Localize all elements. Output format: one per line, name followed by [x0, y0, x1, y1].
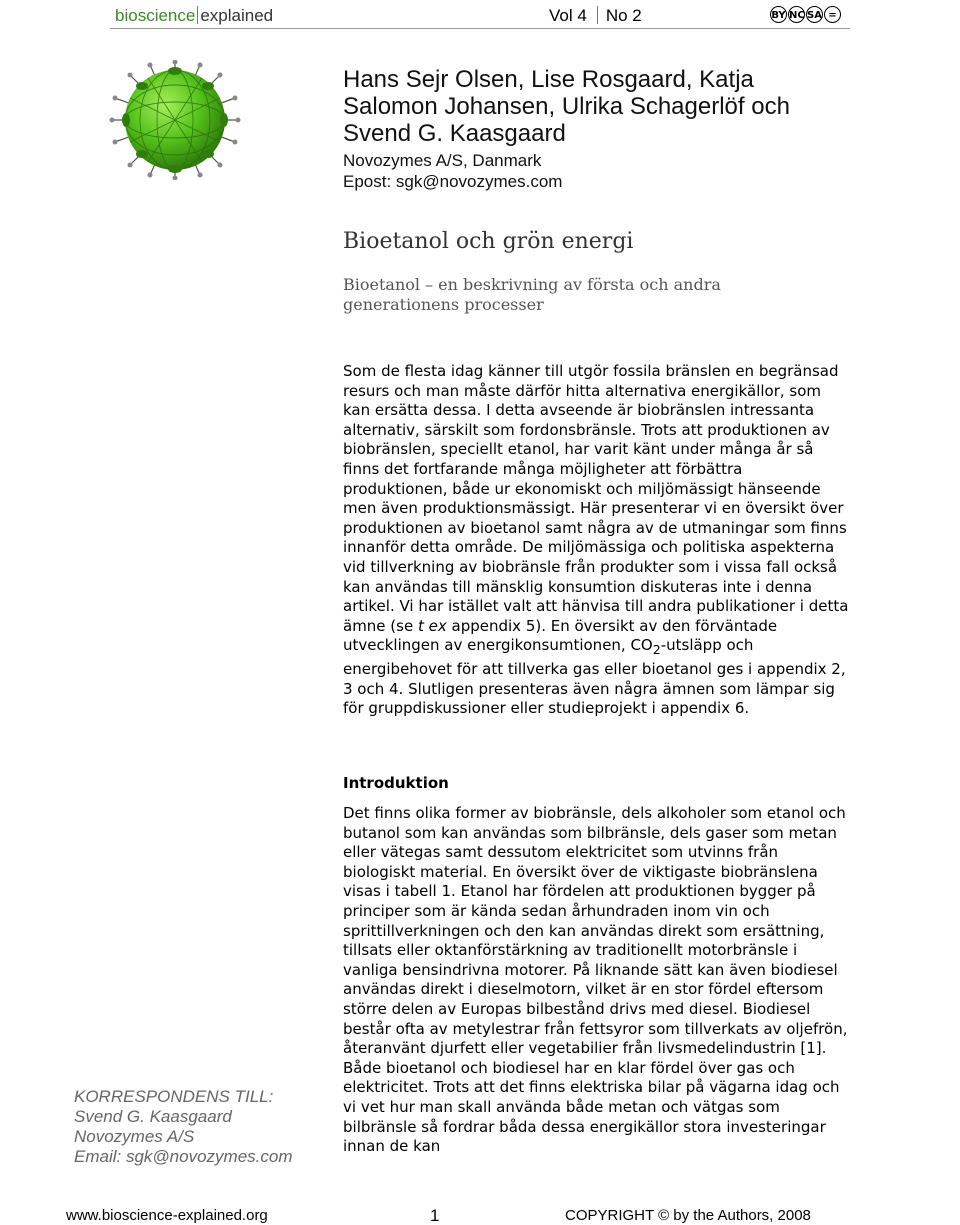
- brand-explained: explained: [200, 6, 274, 25]
- correspondence-label: KORRESPONDENS TILL:: [74, 1087, 274, 1106]
- issue-label: No 2: [605, 6, 642, 25]
- footer-copyright: COPYRIGHT © by the Authors, 2008: [565, 1207, 811, 1224]
- journal-brand[interactable]: [115, 6, 273, 26]
- abstract-part-2: appendix 5). En översikt av den förväntade utvecklingen av energikonsumtionen, CO: [343, 616, 778, 655]
- author-line-2: Salomon Johansen, Ulrika Schagerlöf och: [343, 93, 790, 120]
- author-email[interactable]: Epost: sgk@novozymes.com: [343, 172, 563, 191]
- introduction-paragraph: Det finns olika former av biobränsle, dels alkoholer som etanol och butanol som kan användas som bilbränsle, dels gaser som metan eller vätegas samt dessutom elektricitet som utvinns från biologiskt material. En översikt över de viktigaste biobränslena visas i tabell 1. Etanol har fördelen att produktionen bygger på principer som är kända sedan århundraden inom vin och sprittillverkningen och den kan användas direkt som ersättning, tillsats eller oktanförstärkning av traditionellt motorbränsle i vanliga bensindrivna motorer. På liknande sätt kan även biodiesel användas direkt i dieselmotorn, vilket är en stor fördel eftersom större delen av Europas bilbestånd drivs med diesel. Biodiesel består ofta av metylestrar från fettsyror som tillverkats av oljefrön, återanvänt djurfett eller vegetabilier från livsmedelindustrin [1]. Både bioetanol och biodiesel har en klar fördel över gas och elektricitet. Trots att det finns elektriska bilar på vägarna idag och vi vet hur man skall använda både metan och vätgas som bilbränsle så fordrar båda dessa energikällor stora investeringar innan de kan: [343, 804, 848, 1156]
- article-subtitle: Bioetanol – en beskrivning av första och andra generationens processer: [343, 275, 721, 314]
- virus-illustration-icon: [100, 60, 250, 180]
- abstract-paragraph: [343, 362, 851, 719]
- volume-number: [549, 6, 642, 26]
- page-number: 1: [430, 1206, 440, 1225]
- brand-science: science: [137, 6, 196, 25]
- correspondence-email[interactable]: Email: sgk@novozymes.com: [74, 1147, 293, 1166]
- journal-header: [110, 6, 845, 26]
- affiliation: Novozymes A/S, Danmark: [343, 151, 542, 170]
- section-heading-introduction: Introduktion: [343, 774, 449, 792]
- brand-bio: bio: [115, 6, 138, 25]
- volume-divider: [597, 6, 598, 24]
- abstract-part-1: Som de flesta idag känner till utgör fossila bränslen en begränsad resurs och man måste därför hitta alternativa energikällor, som kan ersätta dessa. I detta avseende är biobränslen intressanta alternativ, särskilt som fordonsbränsle. Trots att produktionen av biobränslen, speciellt etanol, har varit känt under många år så finns det fortfarande många möjligheter att förbättra produktionen, både ur ekonomiskt och miljömässigt hänseende men även produktionsmässigt. Här presenterar vi en översikt över produktionen av bioetanol samt några av de utmaningar som finns innanför detta område. De miljömässiga och politiska aspekterna vid tillverkning av biobränsle från produkter som i vissa fall också kan användas till mänsklig konsumtion diskuteras inte i denna artikel. Vi har istället valt att hänvisa till andra publikationer i detta ämne (se: [343, 362, 849, 635]
- author-line-1: Hans Sejr Olsen, Lise Rosgaard, Katja: [343, 66, 754, 93]
- cc-sa-icon: SA: [806, 6, 823, 23]
- cc-nd-icon: =: [824, 6, 841, 23]
- abstract-part-3: -utsläpp och energibehovet för att tillverka gas eller bioetanol ges i appendix 2, 3 och 4. Slutligen presenteras även några ämnen som lämpar sig för gruppdiskussioner eller studieprojekt i appendix 6.: [343, 636, 846, 718]
- header-rule: [110, 28, 850, 29]
- cc-by-icon: BY: [770, 6, 787, 23]
- abstract-italic: t ex: [417, 616, 447, 635]
- article-title: Bioetanol och grön energi: [343, 229, 634, 254]
- brand-divider: [197, 6, 198, 24]
- correspondence-name: Svend G. Kaasgaard: [74, 1107, 232, 1126]
- author-line-3: Svend G. Kaasgaard: [343, 120, 566, 147]
- correspondence-box: [74, 1087, 334, 1167]
- footer-url[interactable]: www.bioscience-explained.org: [66, 1207, 268, 1224]
- abstract-subscript: 2: [652, 642, 661, 658]
- cc-nc-icon: NC: [788, 6, 805, 23]
- volume-label: Vol 4: [549, 6, 587, 25]
- creative-commons-icons[interactable]: [770, 6, 841, 23]
- author-list: [343, 66, 843, 147]
- correspondence-org: Novozymes A/S: [74, 1127, 195, 1146]
